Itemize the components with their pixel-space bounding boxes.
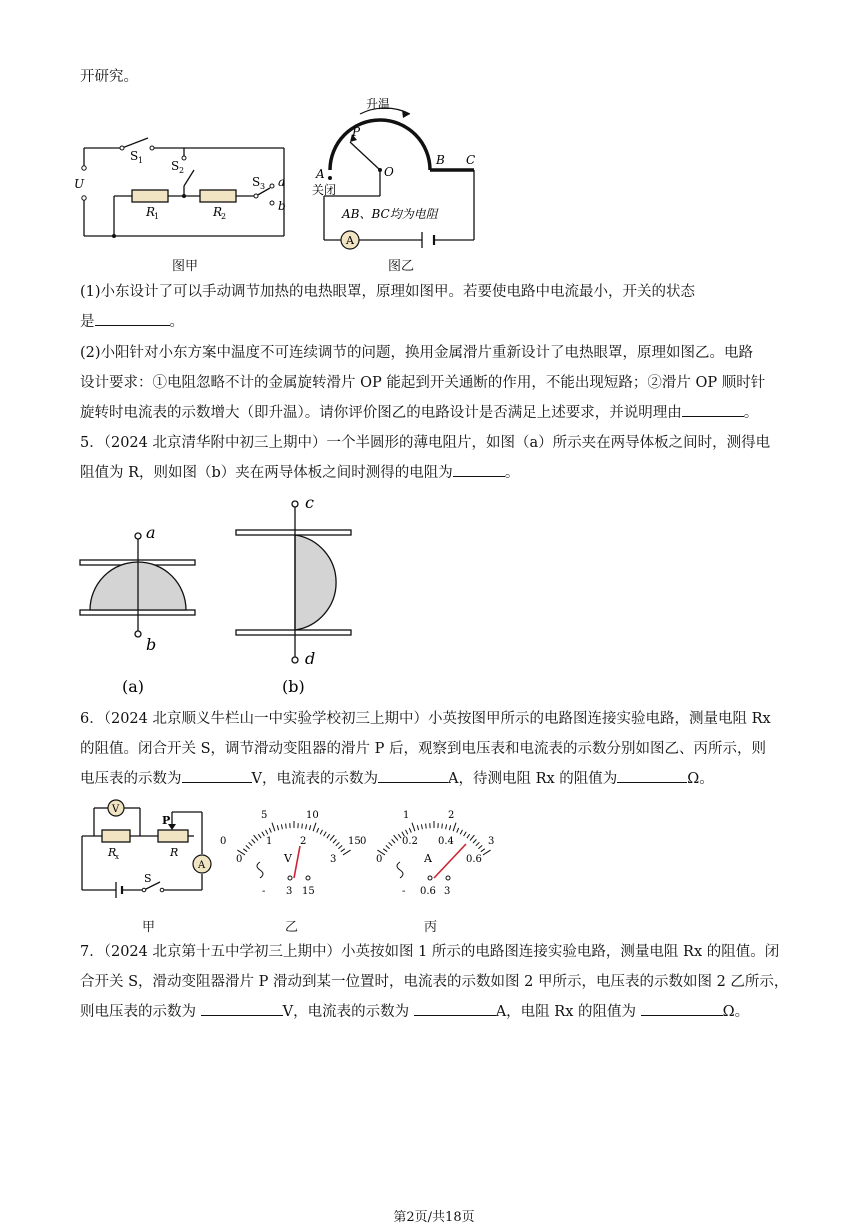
- inner-tick: 3: [330, 854, 337, 865]
- caption-bing: 丙: [424, 920, 438, 935]
- intro-tail: 开研究。: [80, 69, 138, 85]
- label-S: S: [144, 872, 152, 885]
- answer-blank[interactable]: [414, 1001, 496, 1016]
- scale-tick: [246, 845, 250, 848]
- answer-blank[interactable]: [682, 402, 744, 417]
- scale-tick: [252, 839, 255, 843]
- scale-tick: [392, 839, 395, 843]
- terminal-label: 15: [302, 886, 315, 897]
- q6-line1: 6．（2024 北京顺义牛栏山一中实验学校初三上期中）小英按图甲所示的电路图连接实验电路，测量电阻 Rx: [80, 711, 771, 727]
- label-d: d: [305, 649, 316, 668]
- svg-text:2: 2: [179, 166, 185, 175]
- terminal-label: -: [262, 886, 266, 897]
- scale-tick: [389, 842, 393, 846]
- answer-blank[interactable]: [617, 768, 687, 783]
- inner-tick: 0.2: [402, 836, 418, 847]
- scale-tick: [464, 832, 467, 836]
- scale-tick: [243, 849, 247, 852]
- scale-tick: [478, 845, 482, 848]
- scale-tick: [266, 830, 268, 835]
- label-shengwen: 升温: [366, 97, 391, 111]
- scale-tick: [467, 834, 470, 838]
- q4-p2-line2: 设计要求：①电阻忽略不计的金属旋转滑片 OP 能起到开关通断的作用，不能出现短路；②滑片 OP 顺时针: [80, 375, 766, 391]
- scale-tick: [277, 825, 278, 830]
- q4-p2-line1: (2)小阳针对小东方案中温度不可连续调节的问题，换用金属滑片重新设计了电热眼罩，原理如图乙。电路: [80, 345, 754, 361]
- page-footer: 第2页/共18页: [393, 1210, 475, 1225]
- label-b: b: [146, 635, 157, 654]
- scale-tick: [457, 828, 459, 833]
- scale-tick: [383, 849, 387, 852]
- scale-tick: [341, 849, 345, 852]
- circuit-figure-q6-jia: [74, 798, 214, 898]
- label-R1: R: [146, 205, 156, 219]
- q7-line3: 则电压表的示数为 V，电流表的示数为 A，电阻 Rx 的阻值为 Ω。: [80, 1001, 795, 1023]
- svg-text:2: 2: [221, 212, 227, 221]
- scale-tick: [262, 832, 265, 836]
- q6-line2: 的阻值。闭合开关 S，调节滑动变阻器的滑片 P 后，观察到电压表和电流表的示数分别如图乙、丙所示，则: [80, 741, 767, 757]
- outer-tick: 15: [348, 836, 361, 847]
- q7-line1: 7．（2024 北京第十五中学初三上期中）小英按如图 1 所示的电路图连接实验电路，测量电阻 Rx 的阻值。闭: [80, 944, 780, 960]
- label-R2: R: [213, 205, 223, 219]
- caption-q6-jia: 甲: [142, 920, 156, 935]
- scale-tick: [327, 834, 330, 838]
- ammeter-symbol: A: [198, 860, 206, 871]
- inner-tick: 0: [236, 854, 243, 865]
- scale-tick: [446, 824, 447, 829]
- scale-tick: [417, 825, 418, 830]
- unit-label: V: [284, 852, 292, 865]
- inner-tick: 0.6: [466, 854, 482, 865]
- answer-blank[interactable]: [182, 768, 252, 783]
- scale-tick: [336, 842, 340, 846]
- scale-tick: [286, 824, 287, 829]
- scale-tick: [258, 834, 261, 838]
- caption-b: (b): [282, 677, 305, 696]
- scale-tick: [338, 845, 342, 848]
- scale-tick: [317, 828, 319, 833]
- scale-tick: [473, 839, 476, 843]
- scale-tick: [421, 824, 422, 829]
- scale-tick: [460, 830, 462, 835]
- label-R: R: [170, 846, 179, 859]
- label-B: B: [436, 153, 445, 167]
- circuit-figure-jia: [72, 128, 302, 248]
- scale-tick: [313, 823, 316, 832]
- answer-blank[interactable]: [641, 1001, 723, 1016]
- scale-tick: [409, 828, 411, 833]
- outer-tick: 5: [261, 810, 268, 821]
- label-note: AB、BC均为电阻: [342, 207, 438, 221]
- inner-tick: 0.4: [438, 836, 454, 847]
- answer-blank[interactable]: [95, 311, 170, 326]
- caption-a: (a): [122, 677, 145, 696]
- outer-tick: 1: [403, 810, 410, 821]
- scale-tick: [272, 823, 275, 832]
- terminal-label: 0.6: [420, 886, 436, 897]
- scale-tick: [330, 835, 334, 840]
- scale-tick: [320, 830, 322, 835]
- scale-tick: [398, 834, 401, 838]
- outer-tick: 2: [448, 810, 455, 821]
- voltmeter-dial: [222, 806, 372, 902]
- scale-tick: [394, 835, 398, 840]
- label-S2: S: [171, 159, 180, 173]
- svg-text:x: x: [115, 853, 119, 861]
- outer-tick: 10: [306, 810, 319, 821]
- q7-line2: 合开关 S，滑动变阻器滑片 P 滑动到某一位置时，电流表的示数如图 2 甲所示，电压表的示数如图 2 乙所示，: [80, 974, 789, 990]
- label-A: A: [316, 167, 325, 181]
- label-Rx: R: [108, 846, 117, 859]
- scale-tick: [426, 824, 427, 829]
- scale-tick: [406, 830, 408, 835]
- label-c: c: [305, 493, 314, 512]
- caption-jia: 图甲: [172, 259, 199, 274]
- inner-tick: 0: [376, 854, 383, 865]
- scale-tick: [333, 839, 336, 843]
- voltmeter-symbol: V: [112, 804, 120, 815]
- q4-p1-line1: (1)小东设计了可以手动调节加热的电热眼罩，原理如图甲。若要使电路中电流最小，开关的状态: [80, 284, 696, 300]
- scale-tick: [254, 835, 258, 840]
- scale-tick: [249, 842, 253, 846]
- label-P: P: [162, 814, 171, 827]
- label-b: b: [278, 199, 286, 213]
- scale-tick: [470, 835, 474, 840]
- circuit-figure-yi: [310, 92, 490, 252]
- q4-p2-line3: 旋转时电流表的示数增大（即升温）。请你评价图乙的电路设计是否满足上述要求，并说明理由 。: [80, 402, 795, 424]
- q4-p1-line2: 是 。: [80, 311, 795, 333]
- outer-tick: 3: [488, 836, 495, 847]
- label-P: P: [352, 125, 361, 139]
- scale-tick: [269, 828, 271, 833]
- svg-text:3: 3: [260, 182, 266, 191]
- caption-yi: 乙: [285, 920, 299, 935]
- caption-yi: 图乙: [388, 259, 415, 274]
- scale-tick: [343, 850, 351, 855]
- svg-text:1: 1: [138, 156, 144, 165]
- scale-tick: [412, 823, 415, 832]
- svg-text:1: 1: [154, 212, 160, 221]
- scale-tick: [281, 824, 282, 829]
- answer-blank[interactable]: [201, 1001, 283, 1016]
- ammeter-dial: [362, 806, 512, 902]
- label-guanbi: 关闭: [312, 183, 337, 197]
- scale-tick: [483, 850, 491, 855]
- scale-tick: [386, 845, 390, 848]
- q5-line1: 5．（2024 北京清华附中初三上期中）一个半圆形的薄电阻片，如图（a）所示夹在两导体板之间时，测得电: [80, 435, 771, 451]
- terminal-label: -: [402, 886, 406, 897]
- inner-tick: 1: [266, 836, 273, 847]
- terminal-label: 3: [286, 886, 293, 897]
- resistor-plate-figures: [70, 492, 370, 702]
- answer-blank[interactable]: [378, 768, 448, 783]
- outer-tick: 0: [220, 836, 227, 847]
- scale-tick: [442, 824, 443, 829]
- answer-blank[interactable]: [453, 462, 505, 477]
- outer-tick: 0: [360, 836, 367, 847]
- scale-tick: [302, 824, 303, 829]
- scale-tick: [309, 825, 310, 830]
- scale-tick: [476, 842, 480, 846]
- ammeter-label: A: [346, 234, 354, 247]
- scale-tick: [306, 824, 307, 829]
- q6-line3: 电压表的示数为 V，电流表的示数为 A，待测电阻 Rx 的阻值为 Ω。: [80, 768, 795, 790]
- unit-label: A: [424, 852, 432, 865]
- label-S1: S: [130, 149, 139, 163]
- label-O: O: [384, 165, 394, 179]
- scale-tick: [324, 832, 327, 836]
- label-S3: S: [252, 175, 261, 189]
- inner-tick: 2: [300, 836, 307, 847]
- label-U: U: [74, 177, 85, 191]
- scale-tick: [453, 823, 456, 832]
- q5-line2: 阻值为 R，则如图（b）夹在两导体板之间时测得的电阻为 。: [80, 462, 795, 484]
- label-C: C: [466, 153, 476, 167]
- scale-tick: [449, 825, 450, 830]
- terminal-label: 3: [444, 886, 451, 897]
- scale-tick: [481, 849, 485, 852]
- label-a: a: [146, 523, 156, 542]
- label-a: a: [278, 175, 286, 189]
